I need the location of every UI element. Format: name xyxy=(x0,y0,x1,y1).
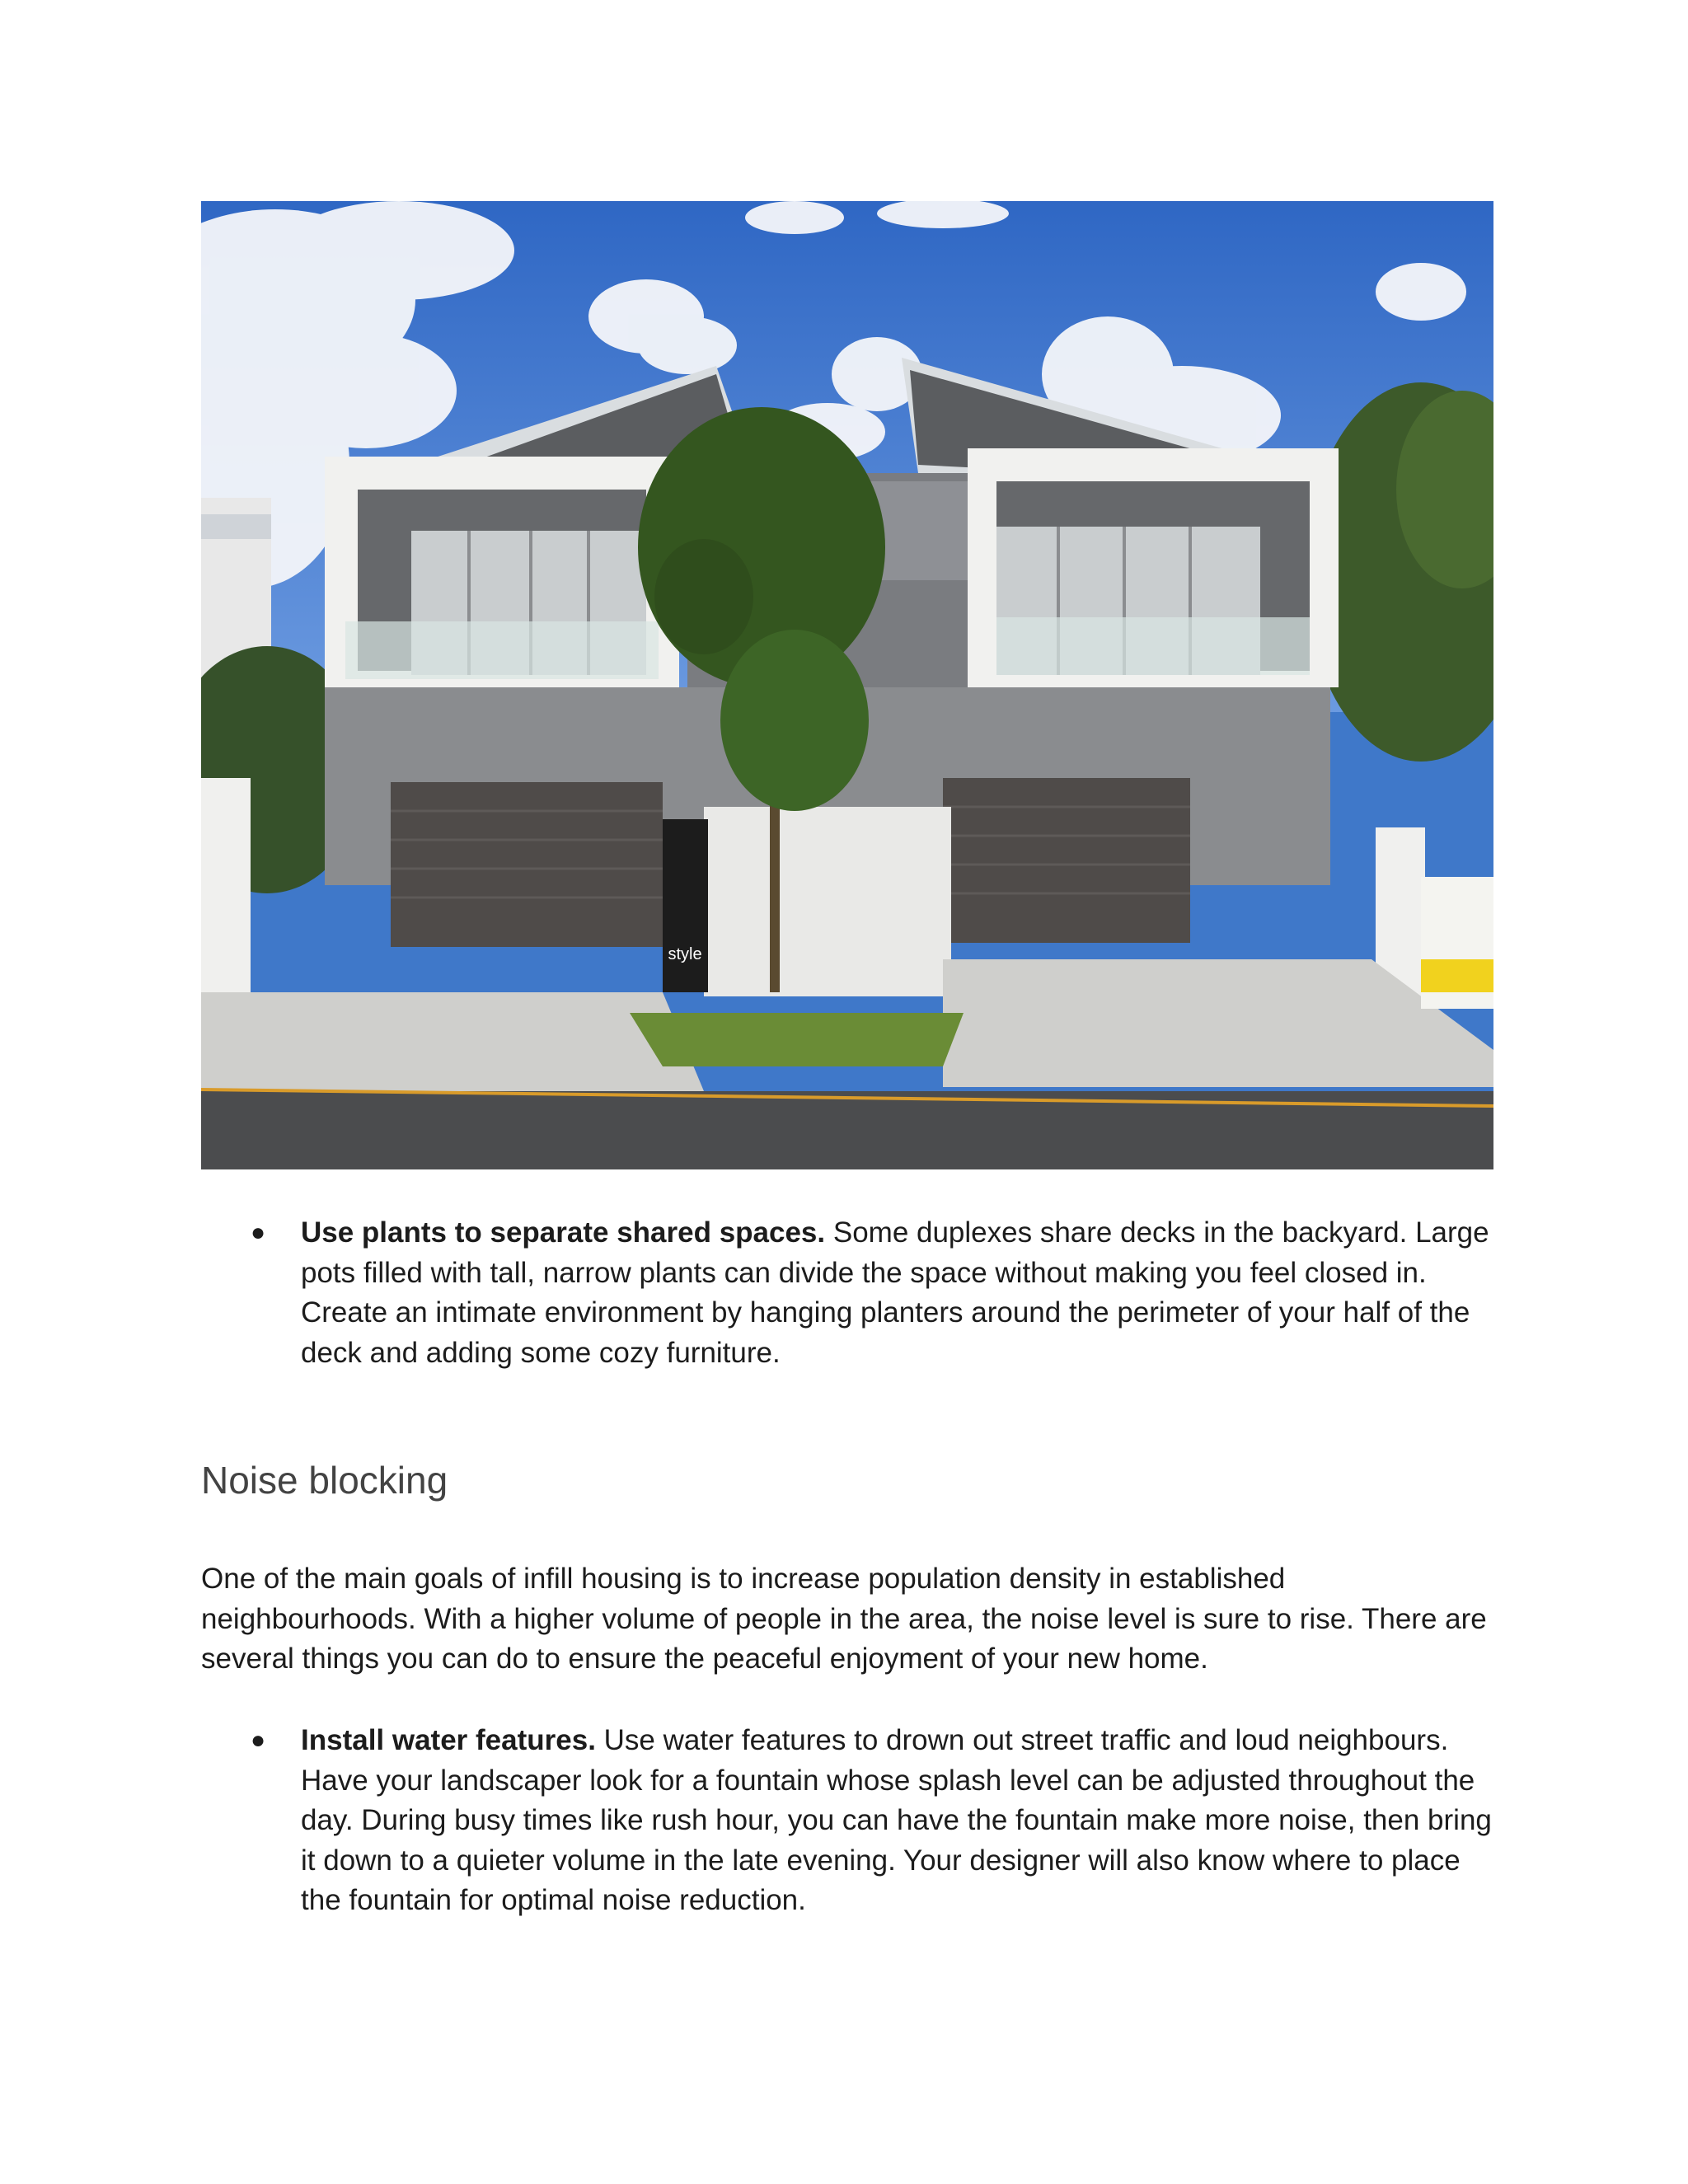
list-item-lead: Install water features. xyxy=(301,1724,596,1756)
sign-text: style xyxy=(668,945,702,963)
duplex-illustration xyxy=(201,201,1493,1169)
duplex-photo xyxy=(201,201,1493,1169)
bullet-icon: ● xyxy=(251,1727,266,1754)
section-heading: Noise blocking xyxy=(201,1459,448,1502)
list-item xyxy=(201,1213,1495,1373)
bullet-list-plants xyxy=(201,1213,1495,1373)
list-item-lead: Use plants to separate shared spaces. xyxy=(301,1216,826,1249)
bullet-icon: ● xyxy=(251,1219,266,1246)
bullet-list-water xyxy=(201,1721,1495,1921)
list-item-text: Use water features to drown out street traffic and loud neighbours. Have your landscaper look for a fountain whose splash level can be adjusted throughout the day. During busy times like rush hour, you can have the fountain make more noise, then bring it down to a quieter volume in the late evening. Your designer will also know where to place the fountain for optimal noise reduction. xyxy=(301,1724,1492,1916)
list-item-text: Some duplexes share decks in the backyard. Large pots filled with tall, narrow plants can divide the space without making you feel closed in. Create an intimate environment by hanging planters around the perimeter of your half of the deck and adding some cozy furniture. xyxy=(301,1216,1489,1369)
list-item xyxy=(201,1721,1495,1921)
section-paragraph: One of the main goals of infill housing is to increase population density in established neighbourhoods. With a higher volume of people in the area, the noise level is sure to rise. There are several things you can do to ensure the peaceful enjoyment of your new home. xyxy=(201,1563,1487,1675)
